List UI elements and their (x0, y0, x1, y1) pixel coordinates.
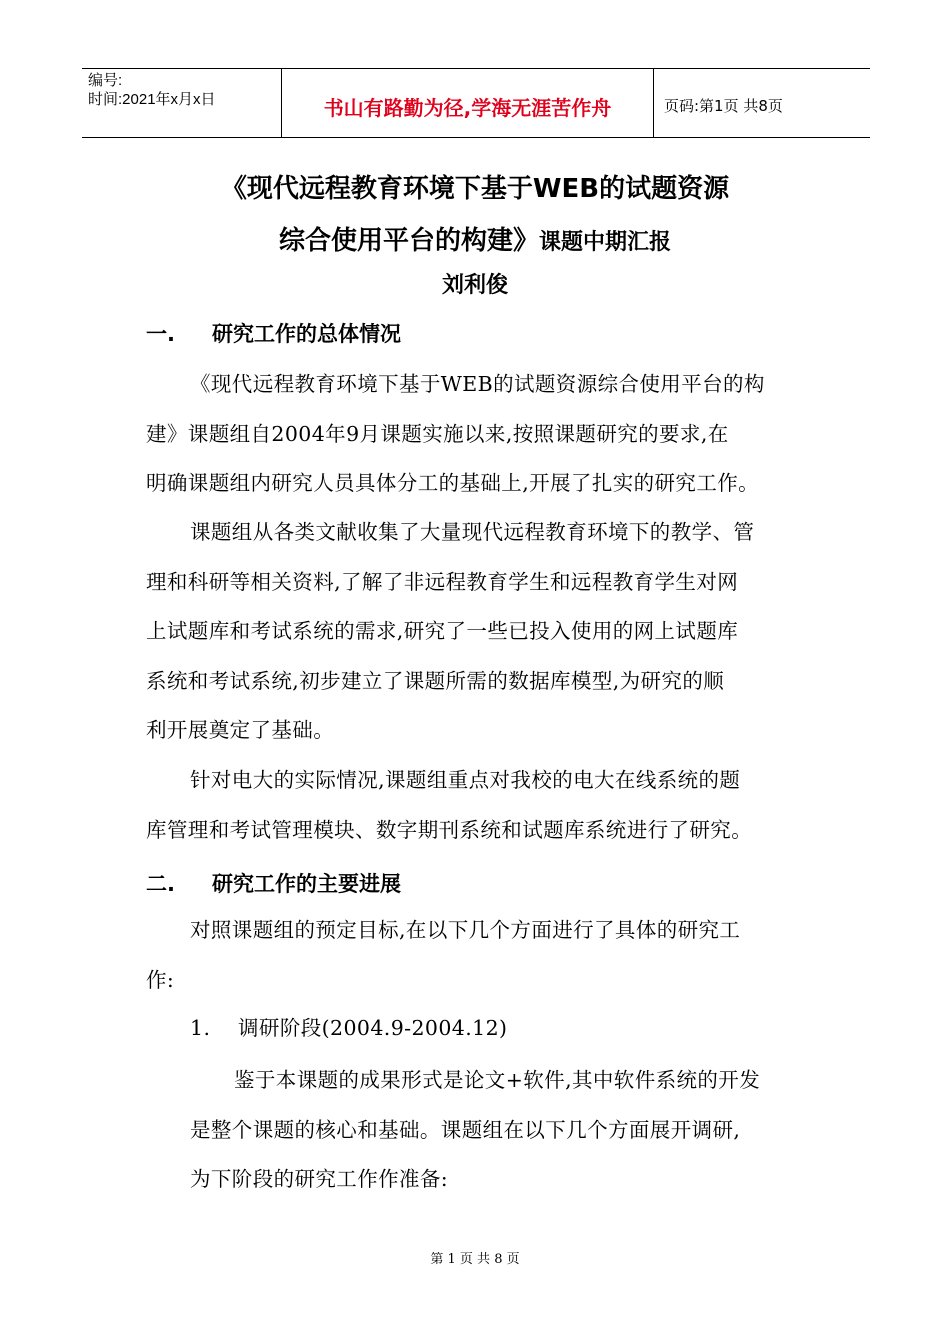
text-line: 上试题库和考试系统的需求,研究了一些已投入使用的网上试题库 (146, 619, 739, 643)
section-number: 二. (146, 872, 175, 896)
section-number: 一. (146, 322, 175, 346)
section-title: 研究工作的主要进展 (212, 872, 401, 896)
header-meta-cell (82, 69, 282, 137)
text-line: 是整个课题的核心和基础。课题组在以下几个方面展开调研, (190, 1117, 741, 1142)
text-line: 1. 调研阶段(2004.9-2004.12) (190, 1016, 508, 1040)
header-table (82, 68, 870, 138)
paragraph-overview (146, 360, 806, 509)
page-footer: 第 1 页 共 8 页 (430, 1252, 520, 1267)
text-line: 理和科研等相关资料,了解了非远程教育学生和远程教育学生对网 (146, 569, 739, 594)
title-line-2-suffix: 课题中期汇报 (539, 230, 672, 255)
text-line: 《现代远程教育环境下基于WEB的试题资源综合使用平台的构 (190, 372, 765, 396)
text-line: 为下阶段的研究工作作准备: (190, 1167, 449, 1191)
document-title-line-2 (0, 220, 950, 257)
document-number-label: 编号: (88, 72, 123, 89)
text-line: 对照课题组的预定目标,在以下几个方面进行了具体的研究工 (190, 918, 741, 942)
text-line: 针对电大的实际情况,课题组重点对我校的电大在线系统的题 (190, 768, 741, 792)
text-line: 系统和考试系统,初步建立了课题所需的数据库模型,为研究的顺 (146, 668, 725, 693)
text-line: 作: (146, 967, 175, 992)
paragraph-tvu-systems (146, 756, 806, 855)
document-title-line-1: 《现代远程教育环境下基于WEB的试题资源 (220, 174, 730, 204)
paragraph-research-stage (190, 1056, 810, 1205)
text-line: 鉴于本课题的成果形式是论文+软件,其中软件系统的开发 (234, 1068, 761, 1092)
text-line: 利开展奠定了基础。 (146, 718, 335, 742)
paragraph-literature (146, 508, 806, 756)
section-title: 研究工作的总体情况 (212, 322, 401, 346)
header-page-info: 页码:第1页 共8页 (664, 96, 783, 115)
text-line: 课题组从各类文献收集了大量现代远程教育环境下的教学、管 (190, 520, 755, 544)
text-line: 库管理和考试管理模块、数字期刊系统和试题库系统进行了研究。 (146, 817, 753, 842)
section-heading-1 (146, 318, 401, 348)
title-line-2-main: 综合使用平台的构建》 (278, 226, 539, 256)
paragraph-goals (146, 906, 806, 1005)
document-time-label: 时间:2021年x月x日 (88, 91, 216, 108)
header-motto: 书山有路勤为径,学海无涯苦作舟 (282, 69, 654, 137)
text-line: 建》课题组自2004年9月课题实施以来,按照课题研究的要求,在 (146, 421, 729, 446)
section-heading-2 (146, 868, 401, 898)
text-line: 明确课题组内研究人员具体分工的基础上,开展了扎实的研究工作。 (146, 471, 760, 495)
list-item-research-stage (190, 1004, 850, 1054)
author-name: 刘利俊 (441, 273, 508, 298)
